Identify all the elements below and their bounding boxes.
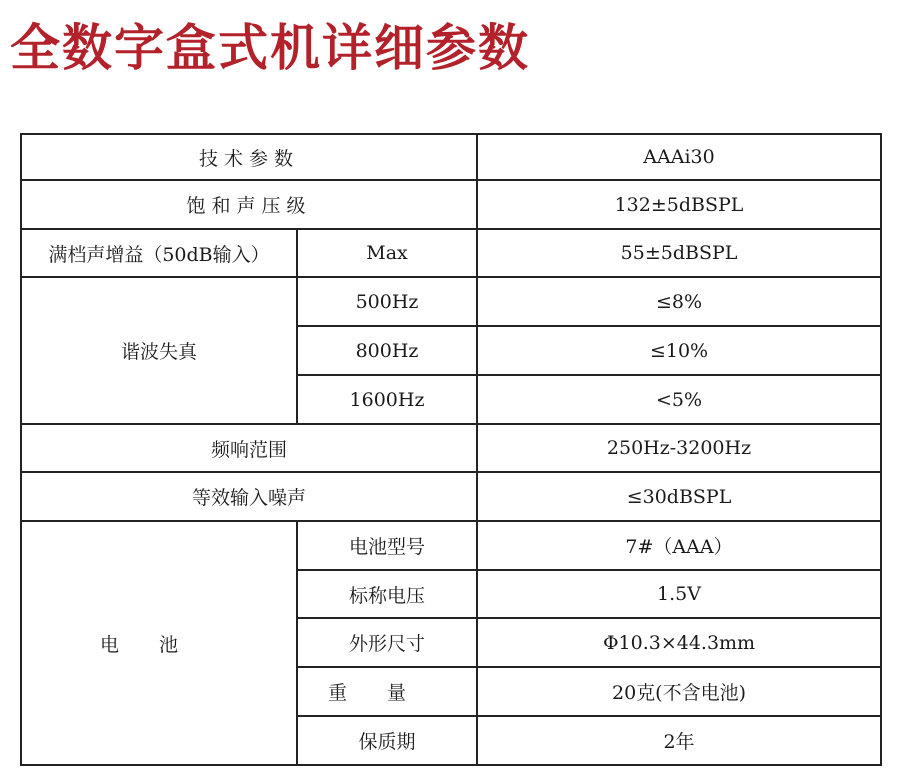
frequency-range-label: 频响范围: [21, 424, 477, 472]
battery-spec-name: 外形尺寸: [297, 618, 477, 667]
header-label: 技术参数: [21, 134, 477, 180]
full-gain-sub: Max: [297, 229, 477, 277]
battery-spec-name: 电池型号: [297, 521, 477, 570]
distortion-freq: 1600Hz: [297, 375, 477, 424]
table-row: [21, 134, 881, 180]
frequency-range-value: 250Hz-3200Hz: [477, 424, 881, 472]
distortion-freq: 500Hz: [297, 277, 477, 326]
distortion-freq: 800Hz: [297, 326, 477, 375]
page-title: 全数字盒式机详细参数: [10, 18, 530, 77]
table-row: [21, 521, 881, 570]
distortion-value: ≤10%: [477, 326, 881, 375]
header-value: AAAi30: [477, 134, 881, 180]
table-row: [21, 277, 881, 326]
battery-spec-name: 重量: [297, 667, 477, 716]
input-noise-value: ≤30dBSPL: [477, 472, 881, 521]
battery-spec-value: Φ10.3×44.3mm: [477, 618, 881, 667]
table-row: [21, 229, 881, 277]
battery-spec-value: 20克(不含电池): [477, 667, 881, 716]
saturation-value: 132±5dBSPL: [477, 180, 881, 229]
battery-spec-name: 保质期: [297, 716, 477, 765]
spec-table: [20, 133, 882, 766]
distortion-value: <5%: [477, 375, 881, 424]
battery-spec-value: 1.5V: [477, 570, 881, 618]
table-row: [21, 424, 881, 472]
battery-spec-name: 标称电压: [297, 570, 477, 618]
full-gain-label: 满档声增益（50dB输入）: [21, 229, 297, 277]
battery-label: 电池: [21, 521, 297, 765]
full-gain-value: 55±5dBSPL: [477, 229, 881, 277]
distortion-value: ≤8%: [477, 277, 881, 326]
table-row: [21, 180, 881, 229]
battery-spec-value: 7#（AAA）: [477, 521, 881, 570]
distortion-label: 谐波失真: [21, 277, 297, 424]
battery-spec-value: 2年: [477, 716, 881, 765]
input-noise-label: 等效输入噪声: [21, 472, 477, 521]
saturation-label: 饱和声压级: [21, 180, 477, 229]
table-row: [21, 472, 881, 521]
